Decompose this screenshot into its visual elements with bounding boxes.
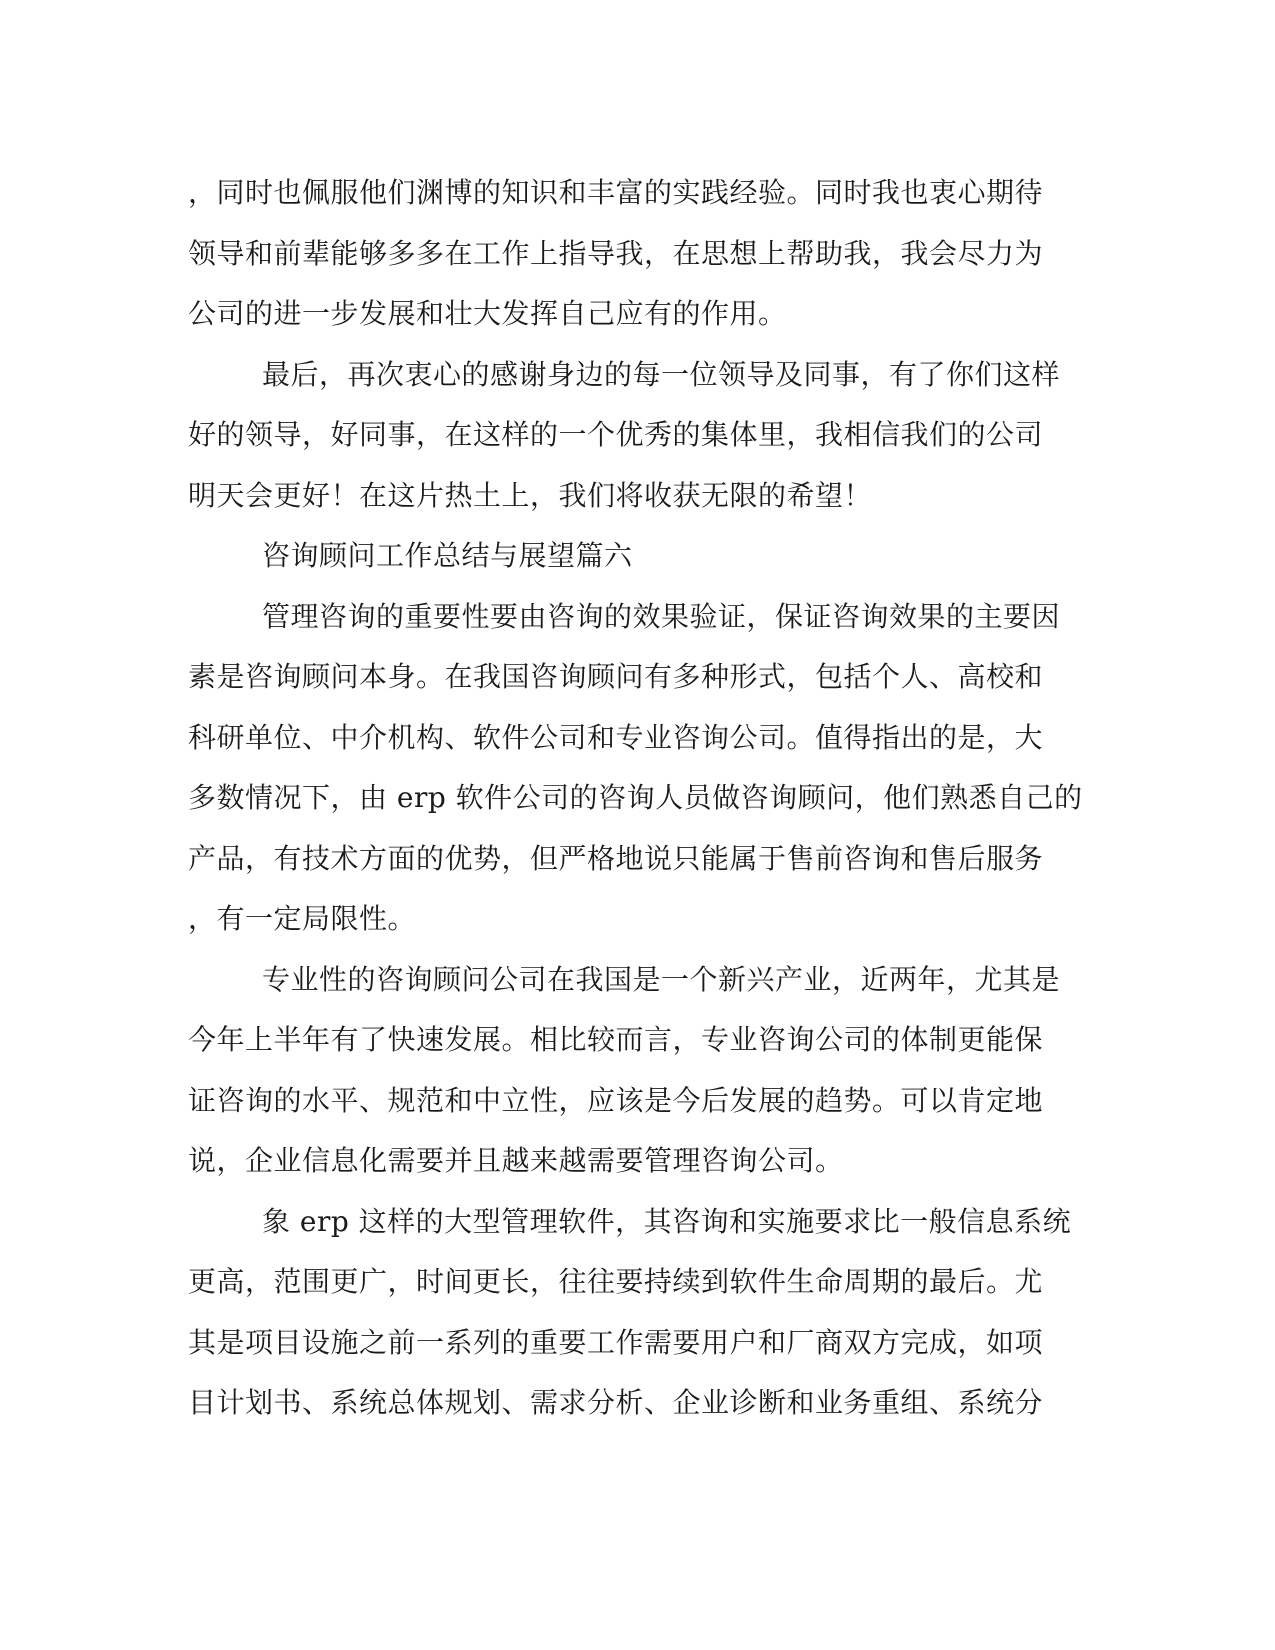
document-body <box>188 163 1083 1434</box>
text-line: 公司的进一步发展和壮大发挥自己应有的作用。 <box>188 297 787 330</box>
text-line: 证咨询的水平、规范和中立性，应该是今后发展的趋势。可以肯定地 <box>188 1083 1044 1117</box>
paragraph-start-line: 最后，再次衷心的感谢身边的每一位领导及同事，有了你们这样 <box>262 357 1061 391</box>
text-line: 多数情况下，由 erp 软件公司的咨询人员做咨询顾问，他们熟悉自己的 <box>188 781 1083 814</box>
text-line: 好的领导，好同事，在这样的一个优秀的集体里，我相信我们的公司 <box>188 418 1044 451</box>
paragraph-start-line: 专业性的咨询顾问公司在我国是一个新兴产业，近两年，尤其是 <box>262 962 1061 996</box>
text-line: 目计划书、系统总体规划、需求分析、企业诊断和业务重组、系统分 <box>188 1386 1044 1419</box>
paragraph-start-line: 象 erp 这样的大型管理软件，其咨询和实施要求比一般信息系统 <box>262 1204 1072 1238</box>
text-line: 其是项目设施之前一系列的重要工作需要用户和厂商双方完成，如项 <box>188 1325 1044 1359</box>
text-line: 科研单位、中介机构、软件公司和专业咨询公司。值得指出的是，大 <box>188 720 1044 754</box>
text-line: 素是咨询顾问本身。在我国咨询顾问有多种形式，包括个人、高校和 <box>188 660 1044 693</box>
text-line: 明天会更好！在这片热土上，我们将收获无限的希望！ <box>188 478 873 512</box>
text-line: 领导和前辈能够多多在工作上指导我，在思想上帮助我，我会尽力为 <box>188 236 1044 270</box>
paragraph-start-line: 管理咨询的重要性要由咨询的效果验证，保证咨询效果的主要因 <box>262 599 1061 633</box>
text-line: 产品，有技术方面的优势，但严格地说只能属于售前咨询和售后服务 <box>188 841 1044 875</box>
text-line: 更高，范围更广，时间更长，往往要持续到软件生命周期的最后。尤 <box>188 1265 1044 1298</box>
section-heading: 咨询顾问工作总结与展望篇六 <box>262 539 633 572</box>
text-line: 说，企业信息化需要并且越来越需要管理咨询公司。 <box>188 1144 844 1177</box>
text-line: ，有一定局限性。 <box>188 902 417 935</box>
text-line: ，同时也佩服他们渊博的知识和丰富的实践经验。同时我也衷心期待 <box>188 176 1044 209</box>
text-line: 今年上半年有了快速发展。相比较而言，专业咨询公司的体制更能保 <box>188 1023 1044 1056</box>
